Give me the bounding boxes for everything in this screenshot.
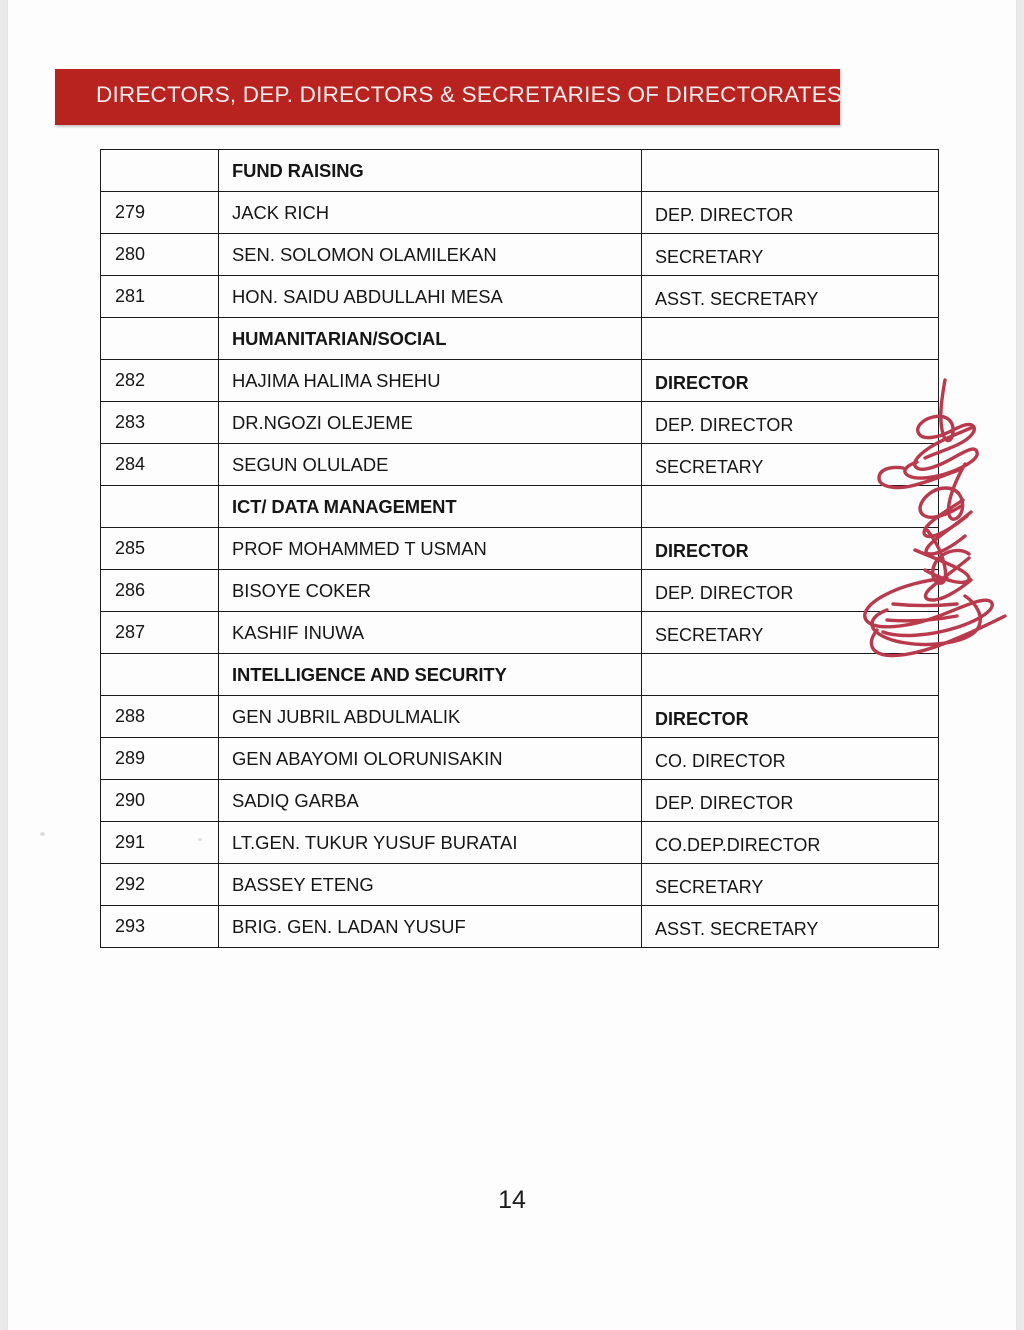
row-number — [101, 486, 219, 528]
table-section-row — [101, 486, 939, 528]
row-number: 289 — [101, 738, 219, 780]
table-row — [101, 402, 939, 444]
person-name: GEN ABAYOMI OLORUNISAKIN — [219, 738, 642, 780]
table-row — [101, 276, 939, 318]
row-number: 280 — [101, 234, 219, 276]
person-name: BISOYE COKER — [219, 570, 642, 612]
person-name: LT.GEN. TUKUR YUSUF BURATAI — [219, 822, 642, 864]
row-number: 288 — [101, 696, 219, 738]
table-section-row — [101, 318, 939, 360]
role-title: ASST. SECRETARY — [642, 909, 939, 951]
person-name: HON. SAIDU ABDULLAHI MESA — [219, 276, 642, 318]
row-number — [101, 150, 219, 192]
row-number: 279 — [101, 192, 219, 234]
row-number — [101, 654, 219, 696]
section-title: FUND RAISING — [219, 150, 642, 192]
role-title: CO.DEP.DIRECTOR — [642, 825, 939, 867]
person-name: SADIQ GARBA — [219, 780, 642, 822]
person-name: JACK RICH — [219, 192, 642, 234]
row-number: 281 — [101, 276, 219, 318]
row-number: 290 — [101, 780, 219, 822]
table-row — [101, 528, 939, 570]
directors-table-body — [101, 150, 939, 948]
section-title: ICT/ DATA MANAGEMENT — [219, 486, 642, 528]
scan-speck — [198, 838, 202, 841]
section-banner — [55, 69, 843, 125]
section-title: HUMANITARIAN/SOCIAL — [219, 318, 642, 360]
row-number: 282 — [101, 360, 219, 402]
role-title — [642, 153, 939, 195]
role-title: SECRETARY — [642, 867, 939, 909]
person-name: SEGUN OLULADE — [219, 444, 642, 486]
section-title: INTELLIGENCE AND SECURITY — [219, 654, 642, 696]
row-number — [101, 318, 219, 360]
role-title: SECRETARY — [642, 615, 939, 657]
table-row — [101, 738, 939, 780]
person-name: DR.NGOZI OLEJEME — [219, 402, 642, 444]
scan-speck — [40, 832, 45, 836]
person-name: PROF MOHAMMED T USMAN — [219, 528, 642, 570]
table-row — [101, 234, 939, 276]
document-page — [8, 0, 1016, 1330]
table-row — [101, 612, 939, 654]
role-title: CO. DIRECTOR — [642, 741, 939, 783]
row-number: 291 — [101, 822, 219, 864]
person-name: BRIG. GEN. LADAN YUSUF — [219, 906, 642, 948]
role-title: DEP. DIRECTOR — [642, 573, 939, 615]
role-title: DIRECTOR — [642, 531, 939, 573]
table-section-row — [101, 150, 939, 192]
person-name: HAJIMA HALIMA SHEHU — [219, 360, 642, 402]
table-row — [101, 570, 939, 612]
table-row — [101, 360, 939, 402]
role-title: DIRECTOR — [642, 363, 939, 405]
row-number: 286 — [101, 570, 219, 612]
role-title — [642, 321, 939, 363]
role-title: DEP. DIRECTOR — [642, 405, 939, 447]
table-section-row — [101, 654, 939, 696]
table-row — [101, 864, 939, 906]
row-number: 287 — [101, 612, 219, 654]
role-title — [642, 489, 939, 531]
role-title: DIRECTOR — [642, 699, 939, 741]
table-row — [101, 906, 939, 948]
page-number: 14 — [498, 1186, 526, 1214]
table-row — [101, 444, 939, 486]
row-number: 293 — [101, 906, 219, 948]
row-number: 283 — [101, 402, 219, 444]
row-number: 284 — [101, 444, 219, 486]
row-number: 285 — [101, 528, 219, 570]
role-title: DEP. DIRECTOR — [642, 783, 939, 825]
row-number: 292 — [101, 864, 219, 906]
banner-title: DIRECTORS, DEP. DIRECTORS & SECRETARIES OF DIRECTORATES — [96, 82, 843, 107]
role-title: SECRETARY — [642, 237, 939, 279]
person-name: BASSEY ETENG — [219, 864, 642, 906]
person-name: GEN JUBRIL ABDULMALIK — [219, 696, 642, 738]
directors-table-container — [100, 149, 938, 948]
person-name: KASHIF INUWA — [219, 612, 642, 654]
role-title: ASST. SECRETARY — [642, 279, 939, 321]
table-row — [101, 780, 939, 822]
table-row — [101, 192, 939, 234]
role-title — [642, 657, 939, 699]
table-row — [101, 822, 939, 864]
directors-table — [100, 149, 939, 948]
role-title: SECRETARY — [642, 447, 939, 489]
table-row — [101, 696, 939, 738]
person-name: SEN. SOLOMON OLAMILEKAN — [219, 234, 642, 276]
role-title: DEP. DIRECTOR — [642, 195, 939, 237]
